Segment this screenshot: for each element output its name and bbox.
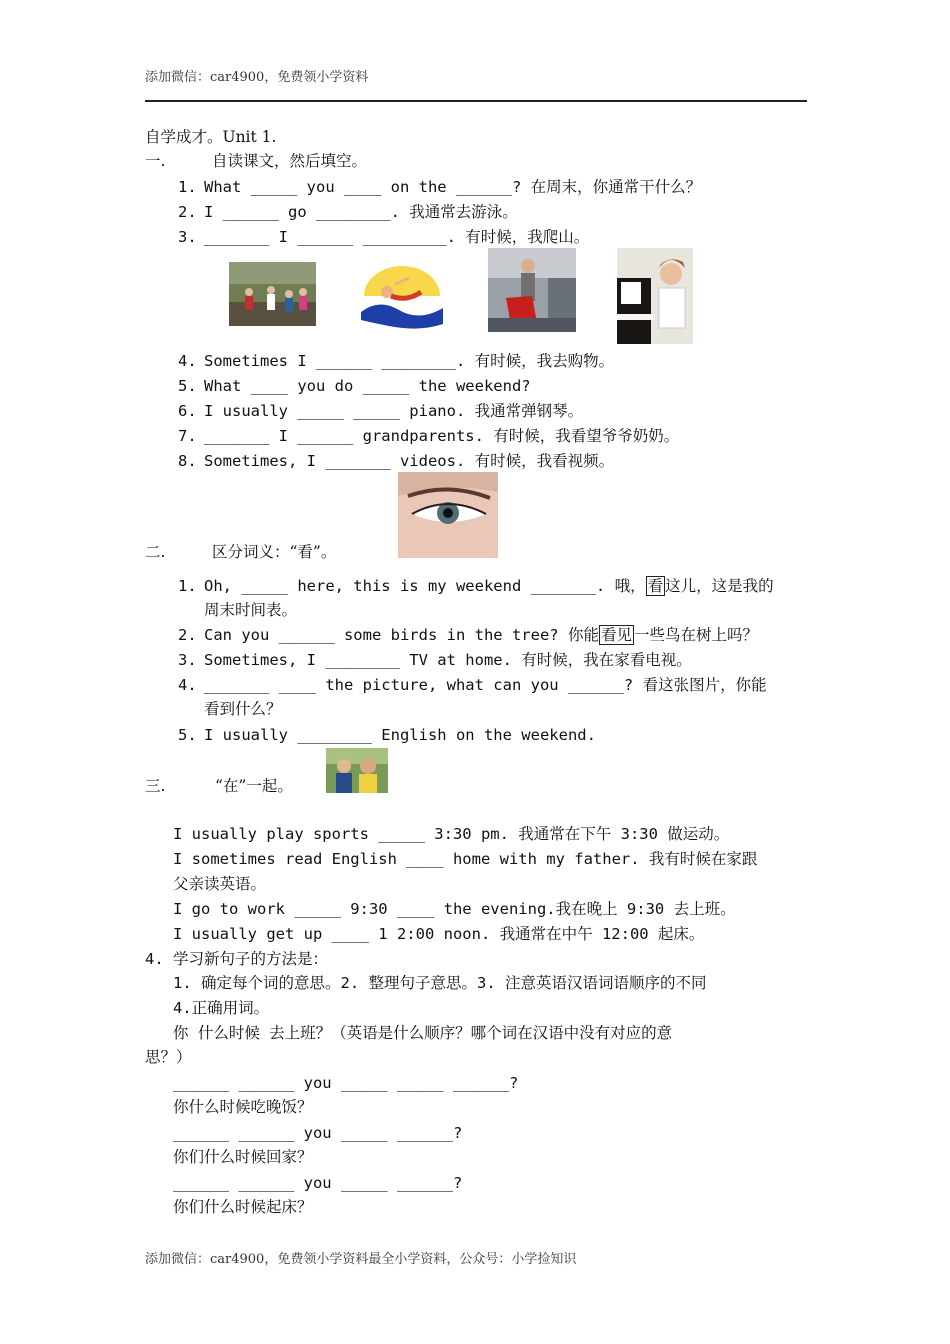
section3-line: I usually get up ____ 1 2:00 noon. 我通常在中午 12:00 起床。 <box>173 925 705 943</box>
fill-blank-line: ______ ______ you _____ ______? <box>173 1174 463 1192</box>
exercise-item <box>178 576 774 596</box>
section1-heading: 自读课文，然后填空。 <box>212 152 368 170</box>
item-number: 4. <box>178 352 197 370</box>
item-text: _______ ____ the picture, what can you ______? 看这张图片，你能 <box>204 676 767 694</box>
chinese-prompt: 你们什么时候回家？ <box>173 1148 313 1166</box>
item-number: 2. <box>178 626 197 644</box>
exercise-item <box>178 451 614 471</box>
item-continuation: 看到什么？ <box>204 700 282 718</box>
exercise-item <box>178 625 758 645</box>
exercise-item <box>178 177 701 197</box>
piano-photo <box>617 248 693 344</box>
method-steps: 4.正确用词。 <box>173 999 270 1017</box>
highlighted-word: 看 <box>647 577 664 595</box>
item-number: 8. <box>178 452 197 470</box>
shopping-photo <box>488 248 576 332</box>
item-number: 2. <box>178 203 197 221</box>
fill-blank-line: ______ ______ you _____ _____ ______? <box>173 1074 519 1092</box>
section3-line: 父亲读英语。 <box>173 875 267 893</box>
worksheet-title: 自学成才。Unit 1. <box>145 128 277 146</box>
item-number: 4. <box>178 676 197 694</box>
page-header: 添加微信：car4900，免费领小学资料 <box>145 70 369 85</box>
eye-photo <box>398 472 498 558</box>
exercise-item <box>178 376 531 396</box>
item-text: Sometimes I ______ ________. 有时候，我去购物。 <box>204 352 615 370</box>
section3-line: I usually play sports _____ 3:30 pm. 我通常在下午 3:30 做运动。 <box>173 825 730 843</box>
item-text: I usually _____ _____ piano. 我通常弹钢琴。 <box>204 402 584 420</box>
exercise-item <box>178 426 679 446</box>
header-divider <box>145 100 807 102</box>
item-number: 6. <box>178 402 197 420</box>
method-steps: 1. 确定每个词的意思。2. 整理句子意思。3. 注意英语汉语词语顺序的不同 <box>173 974 707 992</box>
chinese-prompt: 你们什么时候起床？ <box>173 1198 313 1216</box>
exercise-item <box>178 725 596 745</box>
exercise-item <box>178 227 589 247</box>
highlighted-word: 看见 <box>600 626 632 644</box>
section3-heading: “在”一起。 <box>215 777 293 795</box>
item-text: Sometimes, I _______ videos. 有时候，我看视频。 <box>204 452 615 470</box>
item-text: Can you ______ some birds in the tree? 你能 <box>204 626 599 644</box>
exercise-item <box>178 202 518 222</box>
example-sentence: 思？） <box>145 1048 192 1066</box>
swimming-illustration <box>359 262 445 332</box>
item-number: 1. <box>178 178 197 196</box>
item-number: 3. <box>178 228 197 246</box>
item-continuation: 周末时间表。 <box>204 601 298 619</box>
section2-marker: 二. <box>145 543 166 561</box>
item-number: 1. <box>178 577 197 595</box>
example-sentence: 你 什么时候 去上班？（英语是什么顺序？哪个词在汉语中没有对应的意 <box>173 1024 673 1042</box>
family-photo <box>326 748 388 793</box>
item-text: _______ I ______ _________. 有时候，我爬山。 <box>204 228 590 246</box>
section3-line: I sometimes read English ____ home with my father. 我有时候在家跟 <box>173 850 758 868</box>
item-text: Oh, _____ here, this is my weekend _______. 哦， <box>204 577 646 595</box>
item-text: What _____ you ____ on the ______? 在周末，你通常干什么？ <box>204 178 702 196</box>
chinese-prompt: 你什么时候吃晚饭？ <box>173 1098 313 1116</box>
item-text: 一些鸟在树上吗？ <box>633 626 758 644</box>
section4-heading: 4. 学习新句子的方法是： <box>145 950 328 968</box>
item-text: _______ I ______ grandparents. 有时候，我看望爷爷奶奶。 <box>204 427 680 445</box>
item-number: 3. <box>178 651 197 669</box>
hiking-photo <box>229 262 316 326</box>
item-number: 7. <box>178 427 197 445</box>
item-text: I ______ go ________. 我通常去游泳。 <box>204 203 518 221</box>
exercise-item <box>178 401 583 421</box>
page-footer: 添加微信：car4900，免费领小学资料最全小学资料，公众号：小学捡知识 <box>145 1252 577 1267</box>
item-number: 5. <box>178 726 197 744</box>
section1-marker: 一. <box>145 152 166 170</box>
item-text: Sometimes, I ________ TV at home. 有时候，我在家看电视。 <box>204 651 692 669</box>
exercise-item <box>178 650 692 670</box>
item-text: 这儿，这是我的 <box>665 577 774 595</box>
section3-marker: 三. <box>145 777 166 795</box>
section3-line: I go to work _____ 9:30 ____ the evening.我在晚上 9:30 去上班。 <box>173 900 736 918</box>
exercise-item <box>178 675 767 695</box>
fill-blank-line: ______ ______ you _____ ______? <box>173 1124 463 1142</box>
section2-heading: 区分词义：“看”。 <box>212 543 337 561</box>
item-text: I usually ________ English on the weekend. <box>204 726 596 744</box>
exercise-item <box>178 351 614 371</box>
item-text: What ____ you do _____ the weekend? <box>204 377 531 395</box>
item-number: 5. <box>178 377 197 395</box>
